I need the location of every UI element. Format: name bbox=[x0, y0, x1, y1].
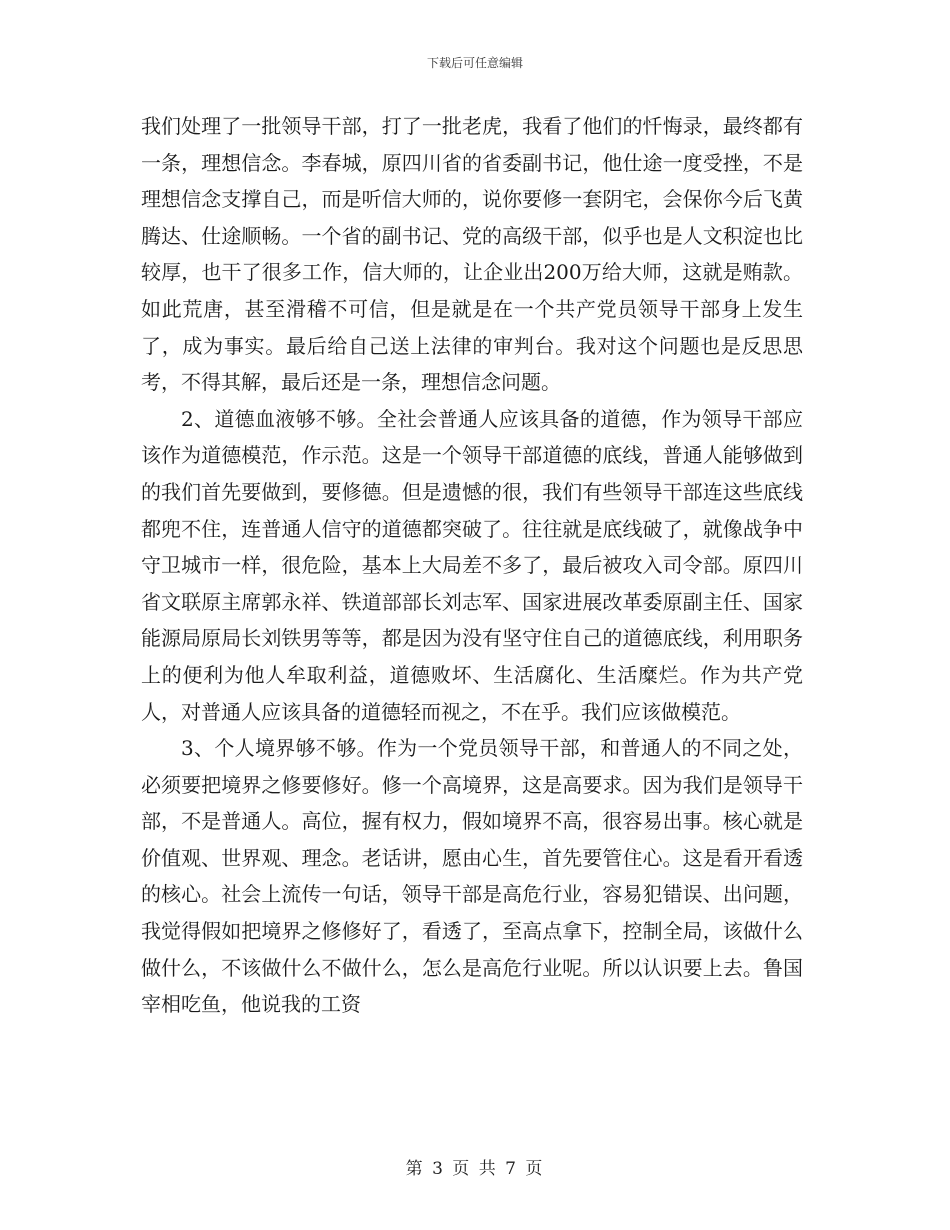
paragraph-3: 3、个人境界够不够。作为一个党员领导干部，和普通人的不同之处，必须要把境界之修要修好。修一个高境界，这是高要求。因为我们是领导干部，不是普通人。高位，握有权力，假如境界不高，很容易出事。核心就是价值观、世界观、理念。老话讲，愿由心生，首先要管住心。这是看开看透的核心。社会上流传一句话，领导干部是高危行业，容易犯错误、出问题，我觉得假如把境界之修修好了，看透了，至高点拿下，控制全局，该做什么做什么，不该做什么不做什么，怎么是高危行业呢。所以认识要上去。鲁国宰相吃鱼，他说我的工资 bbox=[141, 736, 803, 1017]
page-footer: 第 3 页 共 7 页 bbox=[405, 1159, 545, 1179]
paragraph-2: 2、道德血液够不够。全社会普通人应该具备的道德，作为领导干部应该作为道德模范，作示范。这是一个领导干部道德的底线，普通人能够做到的我们首先要做到，要修德。但是遗憾的很，我们有些领导干部连这些底线都兜不住，连普通人信守的道德都突破了。往往就是底线破了，就像战争中守卫城市一样，很危险，基本上大局差不多了，最后被攻入司令部。原四川省文联原主席郭永祥、铁道部部长刘志军、国家进展改革委原副主任、国家能源局原局长刘铁男等等，都是因为没有坚守住自己的道德底线，利用职务上的便利为他人牟取利益，道德败坏、生活腐化、生活糜烂。作为共产党人，对普通人应该具备的道德轻而视之，不在乎。我们应该做模范。 bbox=[141, 406, 803, 724]
document-body bbox=[141, 108, 803, 1023]
paragraph-1: 我们处理了一批领导干部，打了一批老虎，我看了他们的忏悔录，最终都有一条，理想信念。李春城，原四川省的省委副书记，他仕途一度受挫，不是理想信念支撑自己，而是听信大师的，说你要修一套阴宅，会保你今后飞黄腾达、仕途顺畅。一个省的副书记、党的高级干部，似乎也是人文积淀也比较厚，也干了很多工作，信大师的，让企业出200万给大师，这就是贿款。如此荒唐，甚至滑稽不可信，但是就是在一个共产党员领导干部身上发生了，成为事实。最后给自己送上法律的审判台。我对这个问题也是反思思考，不得其解，最后还是一条，理想信念问题。 bbox=[141, 114, 803, 395]
page-header: 下载后可任意编辑 bbox=[426, 56, 523, 70]
